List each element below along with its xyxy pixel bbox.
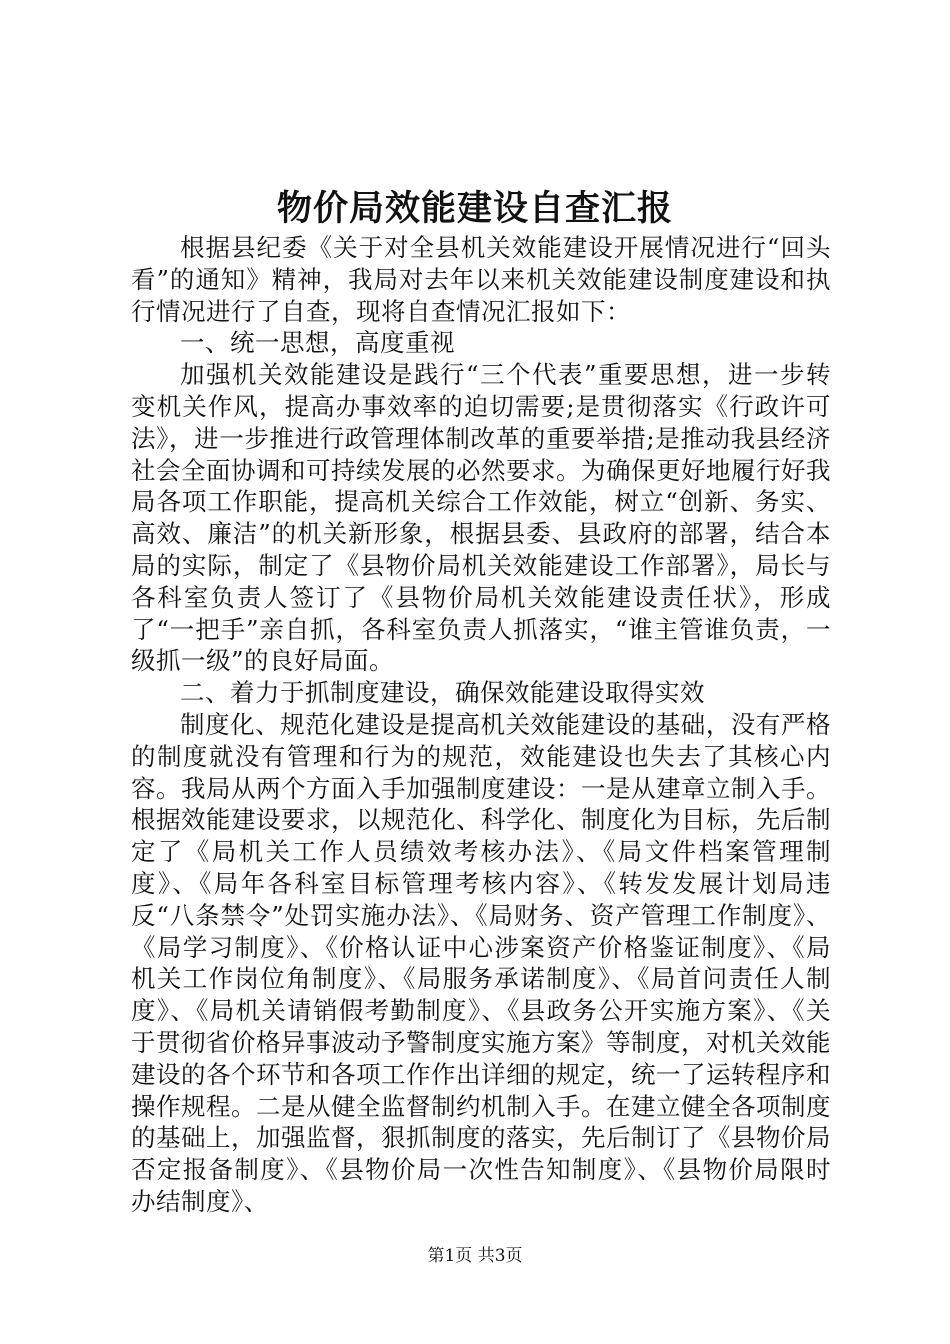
intro-paragraph: 根据县纪委《关于对全县机关效能建设开展情况进行“回头看”的通知》精神，我局对去年以来机关效能建设制度建设和执行情况进行了自查，现将自查情况汇报如下：: [131, 233, 831, 326]
document-title: 物价局效能建设自查汇报: [276, 188, 673, 229]
document-body: [131, 232, 831, 1218]
section-heading-1: 一、统一思想，高度重视: [180, 328, 455, 358]
section-2-paragraph: 制度化、规范化建设是提高机关效能建设的基础，没有严格的制度就没有管理和行为的规范，效能建设也失去了其核心内容。我局从两个方面入手加强制度建设：一是从建章立制入手。根据效能建设要求，以规范化、科学化、制度化为目标，先后制定了《局机关工作人员绩效考核办法》、《局文件档案管理制度》、《局年各科室目标管理考核内容》、《转发发展计划局违反“八条禁令”处罚实施办法》、《局财务、资产管理工作制度》、《局学习制度》、《价格认证中心涉案资产价格鉴证制度》、《局机关工作岗位角制度》、《局服务承诺制度》、《局首问责任人制度》、《局机关请销假考勤制度》、《县政务公开实施方案》、《关于贯彻省价格异事波动予警制度实施方案》等制度，对机关效能建设的各个环节和各项工作作出详细的规定，统一了运转程序和操作规程。二是从健全监督制约机制入手。在建立健全各项制度的基础上，加强监督，狠抓制度的落实，先后制订了《县物价局否定报备制度》、《县物价局一次性告知制度》、《县物价局限时办结制度》、: [131, 709, 831, 1216]
section-heading-2: 二、着力于抓制度建设，确保效能建设取得实效: [180, 678, 705, 708]
section-1-paragraph: 加强机关效能建设是践行“三个代表”重要思想，进一步转变机关作风，提高办事效率的迫切需要;是贯彻落实《行政许可法》，进一步推进行政管理体制改革的重要举措;是推动我县经济社会全面协调和可持续发展的必然要求。为确保更好地履行好我局各项工作职能，提高机关综合工作效能，树立“创新、务实、高效、廉洁”的机关新形象，根据县委、县政府的部署，结合本局的实际，制定了《县物价局机关效能建设工作部署》，局长与各科室负责人签订了《县物价局机关效能建设责任状》，形成了“一把手”亲自抓，各科室负责人抓落实，“谁主管谁负责，一级抓一级”的良好局面。: [131, 360, 831, 676]
page-number-footer: 第1页 共3页: [427, 1246, 523, 1266]
